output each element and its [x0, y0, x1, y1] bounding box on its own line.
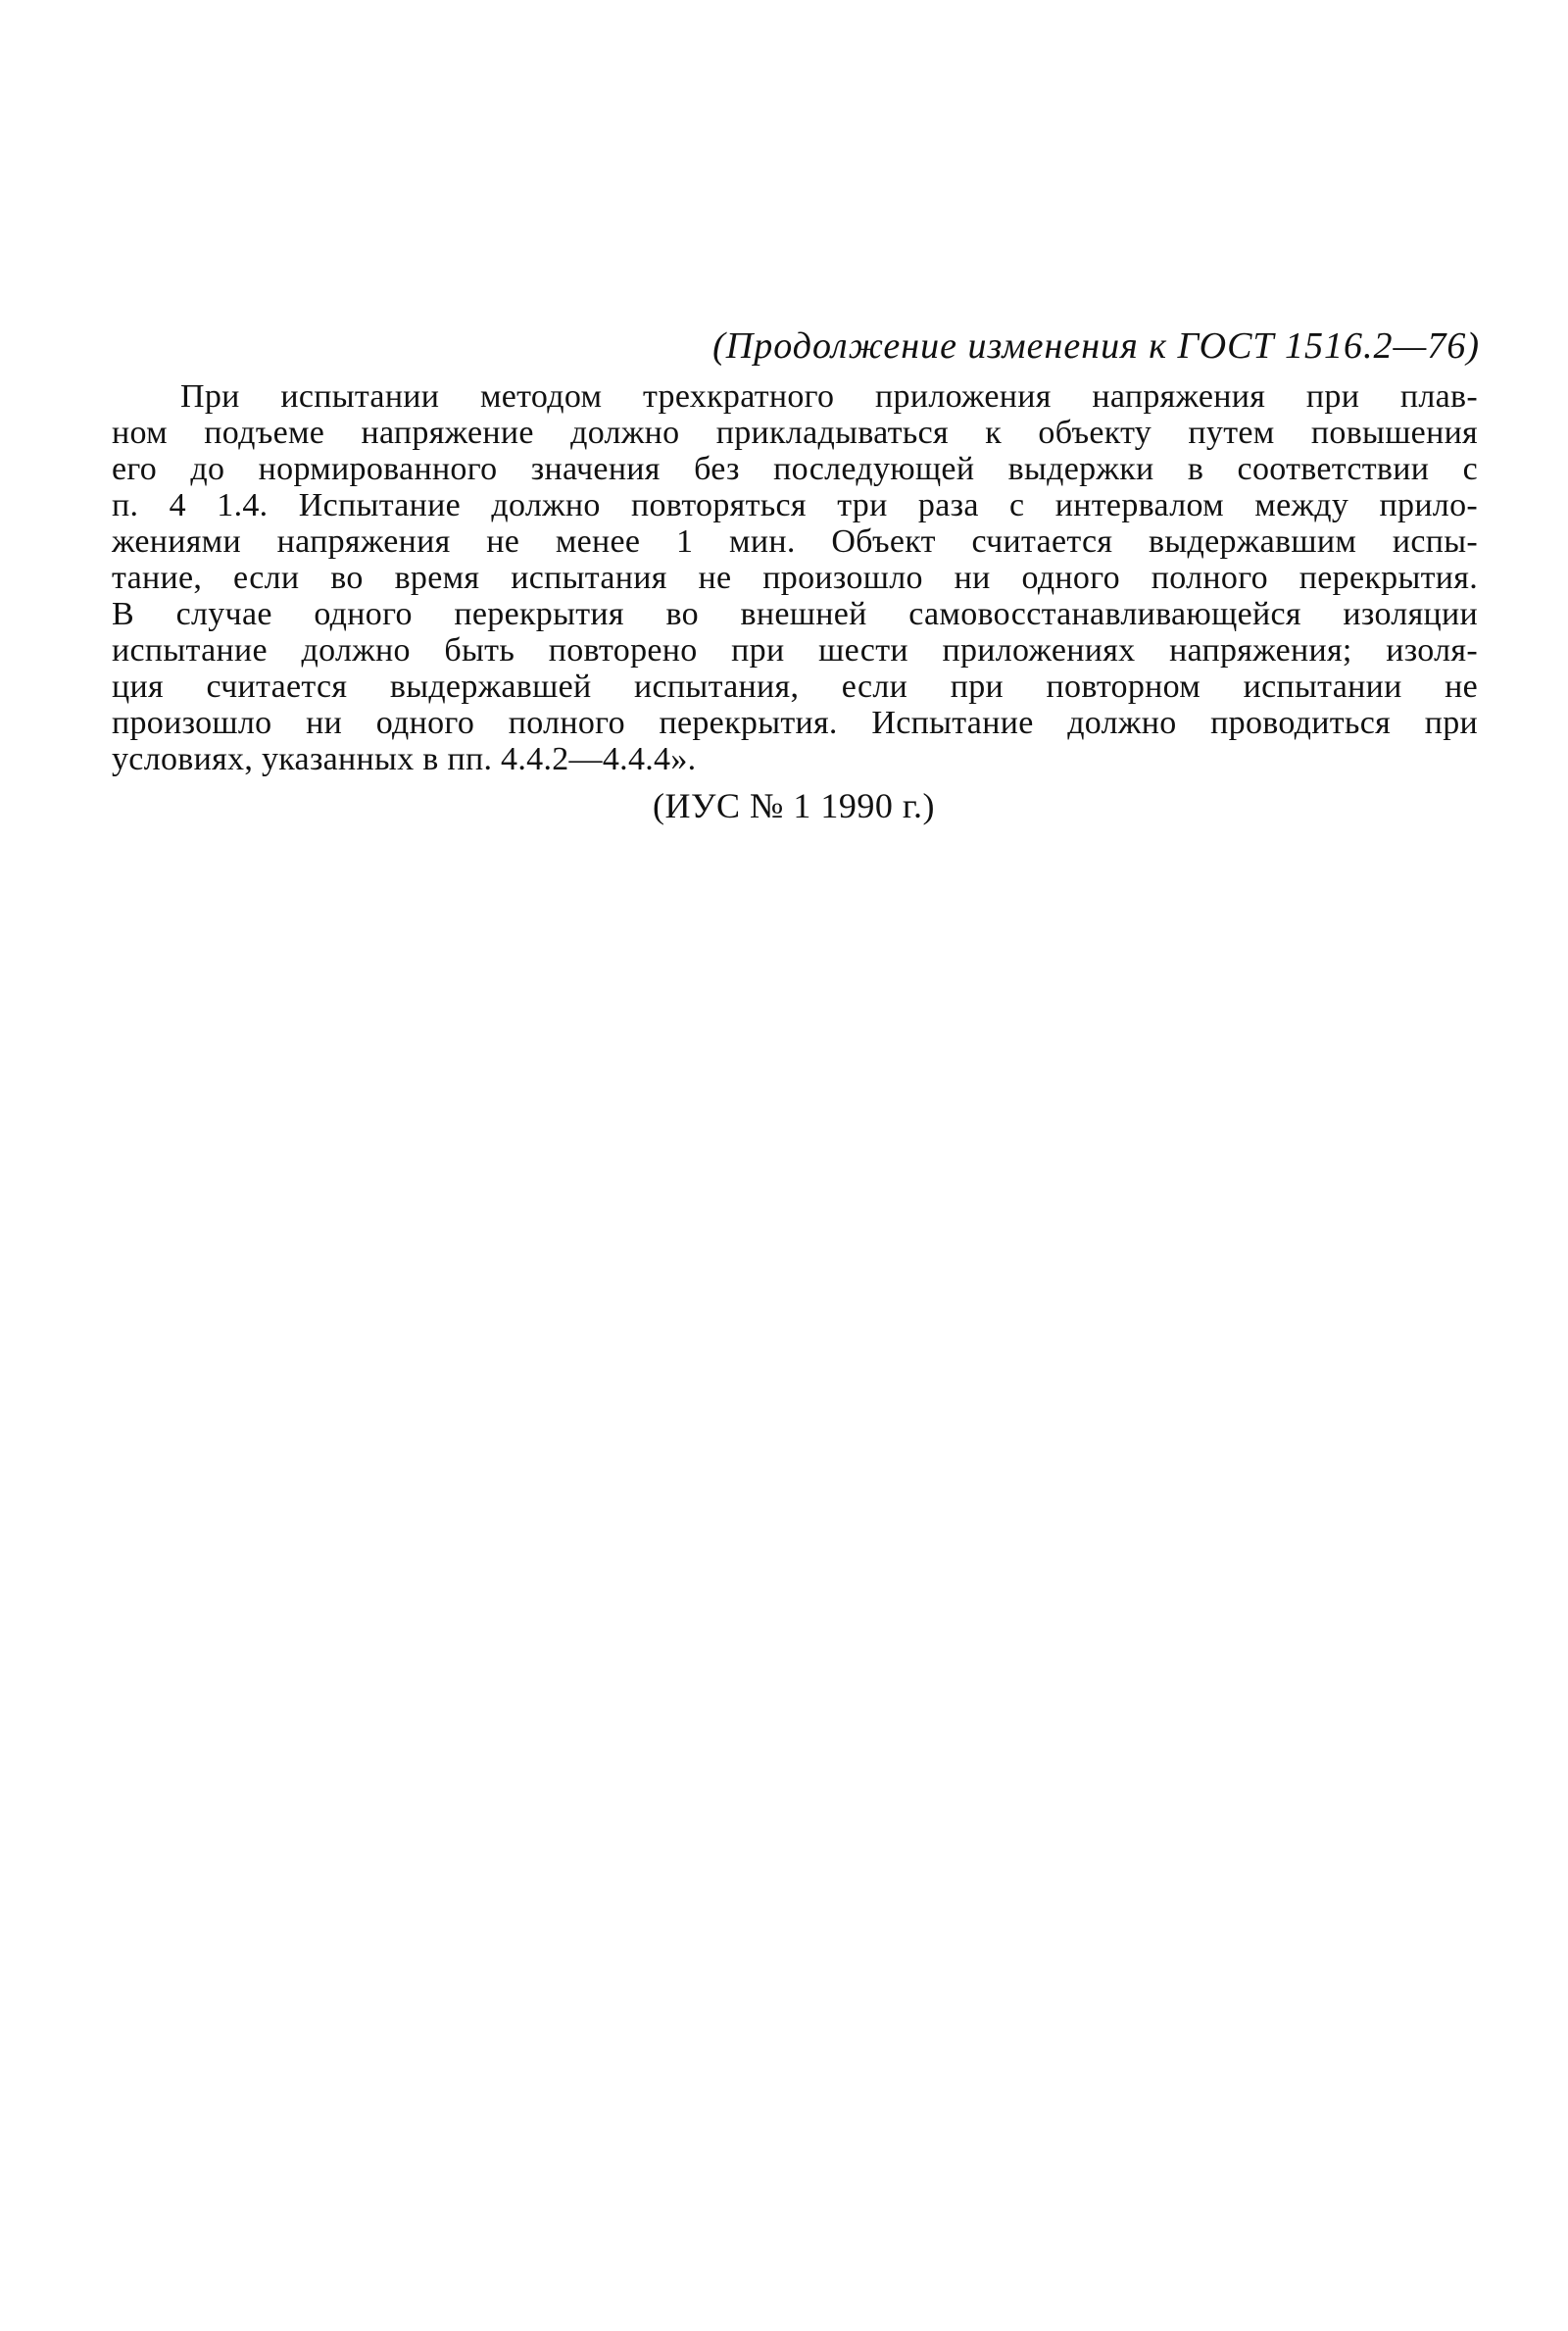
amendment-paragraph — [112, 378, 1478, 777]
paragraph-line-10: произошло ни одного полного перекрытия. Испытание должно проводиться при — [112, 705, 1478, 741]
paragraph-line-2: ном подъеме напряжение должно прикладываться к объекту путем повышения — [112, 415, 1478, 451]
paragraph-line-1: При испытании методом трехкратного приложения напряжения при плав- — [180, 378, 1478, 415]
paragraph-line-5: жениями напряжения не менее 1 мин. Объект считается выдержавшим испы- — [112, 523, 1478, 560]
continuation-header: (Продолжение изменения к ГОСТ 1516.2—76) — [712, 325, 1480, 367]
paragraph-line-7: В случае одного перекрытия во внешней самовосстанавливающейся изоляции — [112, 596, 1478, 632]
paragraph-line-6: тание, если во время испытания не произошло ни одного полного перекрытия. — [112, 560, 1478, 596]
paragraph-line-9: ция считается выдержавшей испытания, если при повторном испытании не — [112, 669, 1478, 705]
source-note: (ИУС № 1 1990 г.) — [652, 786, 936, 825]
paragraph-line-3: его до нормированного значения без последующей выдержки в соответствии с — [112, 451, 1478, 487]
paragraph-line-11: условиях, указанных в пп. 4.4.2—4.4.4». — [112, 741, 697, 777]
paragraph-line-4: п. 4 1.4. Испытание должно повторяться три раза с интервалом между прило- — [112, 487, 1478, 523]
paragraph-line-8: испытание должно быть повторено при шести приложениях напряжения; изоля- — [112, 632, 1478, 669]
